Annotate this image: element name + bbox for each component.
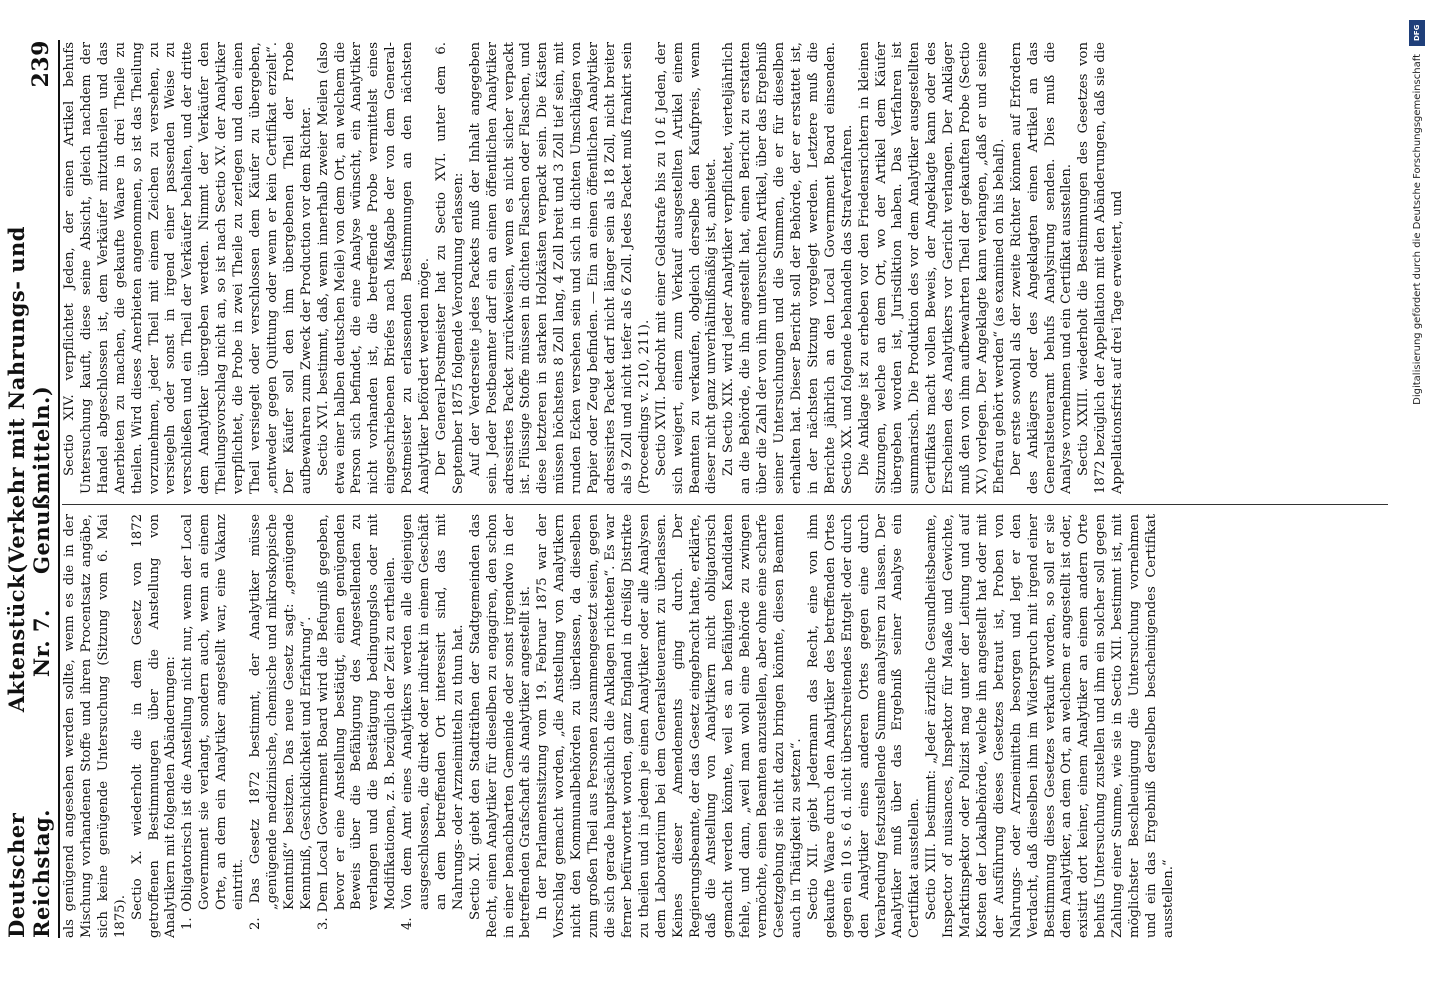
- digitization-credit: [1406, 20, 1428, 980]
- paragraph: Auf der Verderseite jedes Packets muß der Inhalt angegeben sein. Jeder Postbeamter darf ein an einen öffentlichen Analytiker adressirtes Packet zurückweisen, wenn es nicht sicher verpackt ist. Flüssige Stoffe müssen in dichten Flaschen oder Flaschen, und diese letzteren in starken Holzkästen verpackt sein. Die Kästen müssen höchstens 8 Zoll lang, 4 Zoll breit und 3 Zoll tief sein, mit runden Ecken versehen sein und sich in dichten Umschlägen von Papier oder Zeug befinden. — Ein an einen öffentlichen Analytiker adressirtes Packet darf nicht länger sein als 18 Zoll, nicht breiter als 9 Zoll und nicht tiefer als 6 Zoll. Jedes Packet muß frankirt sein (Proceedings v. 210, 211).: [467, 42, 652, 494]
- page-number: 239: [28, 40, 54, 88]
- paragraph: Sectio XI. giebt den Stadträthen der Stadtgemeinden das Recht, einen Analytiker für dieselben zu engagiren, den schon in einer benachbarten Gemeinde oder sonst irgendwo in der betreffenden Grafschaft als Analytiker angestellt ist.: [467, 514, 534, 938]
- header-document-number: Aktenstück Nr. 7.: [4, 573, 54, 713]
- paragraph: Sectio XII. giebt Jedermann das Recht, eine von ihm gekaufte Waare durch den Analytiker des betreffenden Ortes gegen ein 10 s. 6 d. nicht überschreitendes Entgelt oder durch den Analytiker eines anderen Ortes gegen eine durch Verabredung festzustellende Summe analysiren zu lassen. Der Analytiker muß über das Ergebniß seiner Analyse ein Certifikat ausstellen.: [805, 514, 923, 938]
- column-divider: [62, 504, 1388, 505]
- header-left: Deutscher Reichstag.: [4, 809, 54, 938]
- paragraph: 2. Das Gesetz 1872 bestimmt, der Analytiker müsse „genügende medizinische, chemische und mikroskopische Kenntniß“ besitzen. Das neue Gesetz sagt: „genügende Kenntniß, Geschicklichkeit und Erfahrung“.: [247, 514, 314, 930]
- credit-text: Digitalisierung gefördert durch die Deutsche Forschungsgemeinschaft: [1411, 54, 1423, 405]
- paragraph: Der General-Postmeister hat zu Sectio XVI. unter dem 6. September 1875 folgende Verordnung erlassen:: [433, 42, 466, 494]
- paragraph: 4. Von dem Amt eines Analytikers werden alle diejenigen ausgeschlossen, die direkt oder indirekt in einem Geschäft an dem betreffenden Ort interessirt sind, das mit Nahrungs- oder Arzneimitteln zu thun hat.: [400, 514, 466, 930]
- paragraph: 1. Obligatorisch ist die Anstellung nicht nur, wenn der Local Government sie verlangt, sondern auch, wenn an einem Orte, an dem ein Analytiker angestellt war, eine Vakanz eintritt.: [180, 514, 247, 930]
- paragraph: Der erste sowohl als der zweite Richter können auf Erfordern des Anklägers oder des Angeklagten einen Artikel an das Generalsteueramt behufs Analysirung senden. Dies muß die Analyse vornehmen und ein Certifikat ausstellen.: [1008, 42, 1075, 494]
- paragraph: als genügend angesehen werden sollte, wenn es die in der Mischung vorhandenen Stoffe und ihren Procentsatz angäbe, sich keine genügende Untersuchung (Sitzung vom 6. Mai 1875).: [62, 514, 128, 938]
- paragraph: Sectio XVII. bedroht mit einer Geldstrafe bis zu 10 £ Jeden, der sich weigert, einem zum Verkauf ausgestellten Artikel einem Beamten zu verkaufen, obgleich derselbe den Kaufpreis, wenn dieser nicht ganz unverhältnißmäßig ist, anbietet.: [653, 42, 720, 494]
- paragraph: Die Anklage ist zu erheben vor den Friedensrichtern in kleinen Sitzungen, welche an dem Ort, wo der Artikel dem Käufer übergeben worden ist, Jurisdiktion haben. Das Verfahren ist summarisch. Die Produktion des vor dem Analytiker ausgestellten Certifikats macht vollen Beweis, der Angeklagte kann oder des Erscheinen des Analytikers vor Gericht verlangen. Der Ankläger muß den von ihm aufbewahrten Theil der gekauften Probe (Sectio XV.) vorlegen. Der Angeklagte kann verlangen, „daß er und seine Ehefrau gehört werden“ (as examined on his behalf).: [856, 42, 1007, 494]
- left-column: [62, 514, 1388, 938]
- paragraph: 3. Dem Local Government Board wird die Befugniß gegeben, bevor er eine Anstellung bestätigt, einen genügenden Beweis über die Befähigung des Angestellenden zu verlangen und die Bestätigung bedingungslos oder mit Modifikationen, z. B. bezüglich der Zeit zu ertheilen.: [315, 514, 399, 930]
- dfg-logo-icon: DFG: [1409, 20, 1425, 46]
- right-column: [62, 42, 1388, 494]
- paragraph: Sectio X. wiederholt die in dem Gesetz von 1872 getroffenen Bestimmungen über die Anstellung von Analytikern mit folgenden Abänderungen:: [129, 514, 179, 938]
- paragraph: Sectio XIII. bestimmt: „Jeder ärztliche Gesundheitsbeamte, Inspector of nuisances, Inspektor für Maaße und Gewichte, Marktinspektor oder Polizist mag unter der Leitung und auf Kosten der Lokalbehörde, welche ihn angestellt hat oder mit der Ausführung dieses Gesetzes betraut ist, Proben von Nahrungs- oder Arzneimitteln besorgen und legt er den Verdacht, daß dieselben ihm im Widerspruch mit irgend einer Bestimmung dieses Gesetzes verkauft worden, so soll er sie dem Analytiker, an dem Ort, an welchem er angestellt ist oder, existirt dort keiner, einem Analytiker an einem andern Orte behufs Untersuchung zustellen und ihm ein solcher soll gegen Zahlung einer Summe, wie sie in Sectio XII. bestimmt ist, mit möglichster Beschleunigung die Untersuchung vornehmen und ein das Ergebniß derselben bescheinigendes Certifikat ausstellen.“: [924, 514, 1176, 938]
- paragraph: Sectio XXIII. wiederholt die Bestimmungen des Gesetzes von 1872 bezüglich der Appellation mit den Abänderungen, daß sie die Appellationsfrist auf drei Tage erweitert, und: [1076, 42, 1126, 494]
- header-right: (Verkehr mit Nahrungs- und Genußmitteln.): [4, 226, 54, 574]
- running-header: [4, 40, 60, 938]
- paragraph: Sectio XVI. bestimmt, daß, wenn innerhalb zweier Meilen (also etwa einer halben deutschen Meile) von dem Ort, an welchem die Person sich befindet, die eine Analyse wünscht, ein Analytiker nicht vorhanden ist, die betreffende Probe vermittelst eines eingeschriebenen Briefes nach Maßgabe der von dem General-Postmeister zu erlassenden Bestimmungen an den nächsten Analytiker befördert werden möge.: [315, 42, 433, 494]
- paragraph: Zu Sectio XIX. wird jeder Analytiker verpflichtet, vierteljährlich an die Behörde, die ihn angestellt hat, einen Bericht zu erstatten über die Zahl der von ihm untersuchten Artikel, über das Ergebniß seiner Untersuchungen und die Summen, die er für dieselben erhalten hat. Dieser Bericht soll der Behörde, der er erstattet ist, in der nächsten Sitzung vorgelegt werden. Letztere muß die Berichte jährlich an den Local Government Board einsenden. Sectio XX. und folgende behandeln das Strafverfahren.: [721, 42, 855, 494]
- paragraph: Sectio XIV. verpflichtet Jeden, der einen Artikel behufs Untersuchung kauft, diese seine Absicht, gleich nachdem der Handel abgeschlossen ist, dem Verkäufer mitzutheilen und das Anerbieten zu machen, die gekaufte Waare in drei Theile zu theilen. Wird dieses Anerbieten angenommen, so ist das Theilung vorzunehmen, jeder Theil mit einem Zeichen zu versehen, zu versiegeln oder sonst in irgend einer passenden Weise zu verschließen und ein Theil der Verkäufer behalten, und der dritte dem Analytiker übergeben werden. Nimmt der Verkäufer den Theilungsvorschlag nicht an, so ist nach Sectio XV. der Analytiker verpflichtet, die Probe in zwei Theile zu zerlegen und den einen Theil versiegelt oder verschlossen dem Käufer zu übergeben, „entweder gegen Quittung oder wenn er kein Certifikat erzielt“. Der Käufer soll den ihm übergebenen Theil der Probe aufbewahren zum Zweck der Production vor dem Richter.: [62, 42, 314, 494]
- paragraph: In der Parlamentssitzung vom 19. Februar 1875 war der Vorschlag gemacht worden, „die Anstellung von Analytikern nicht den Kommunalbehörden zu überlassen, da dieselben zum großen Theil aus Personen zusammengesetzt seien, gegen die sich gerade hauptsächlich die Anklagen richteten“. Es war ferner befürwortet worden, ganz England in dreißig Distrikte zu theilen und in jedem je einen Analytiker oder alle Analysen dem Laboratorium bei dem Generalsteueramt zu überlassen. Keines dieser Amendements ging durch. Der Regierungsbeamte, der das Gesetz eingebracht hatte, erklärte, daß die Anstellung von Analytikern nicht obligatorisch gemacht werden könnte, weil es an befähigten Kandidaten fehle, und dann, „weil man wohl eine Behörde zu zwingen vermöchte, einen Beamten anzustellen, aber ohne eine scharfe Gesetzgebung sie nicht dazu bringen könnte, diesen Beamten auch in Thätigkeit zu setzen“.: [535, 514, 804, 938]
